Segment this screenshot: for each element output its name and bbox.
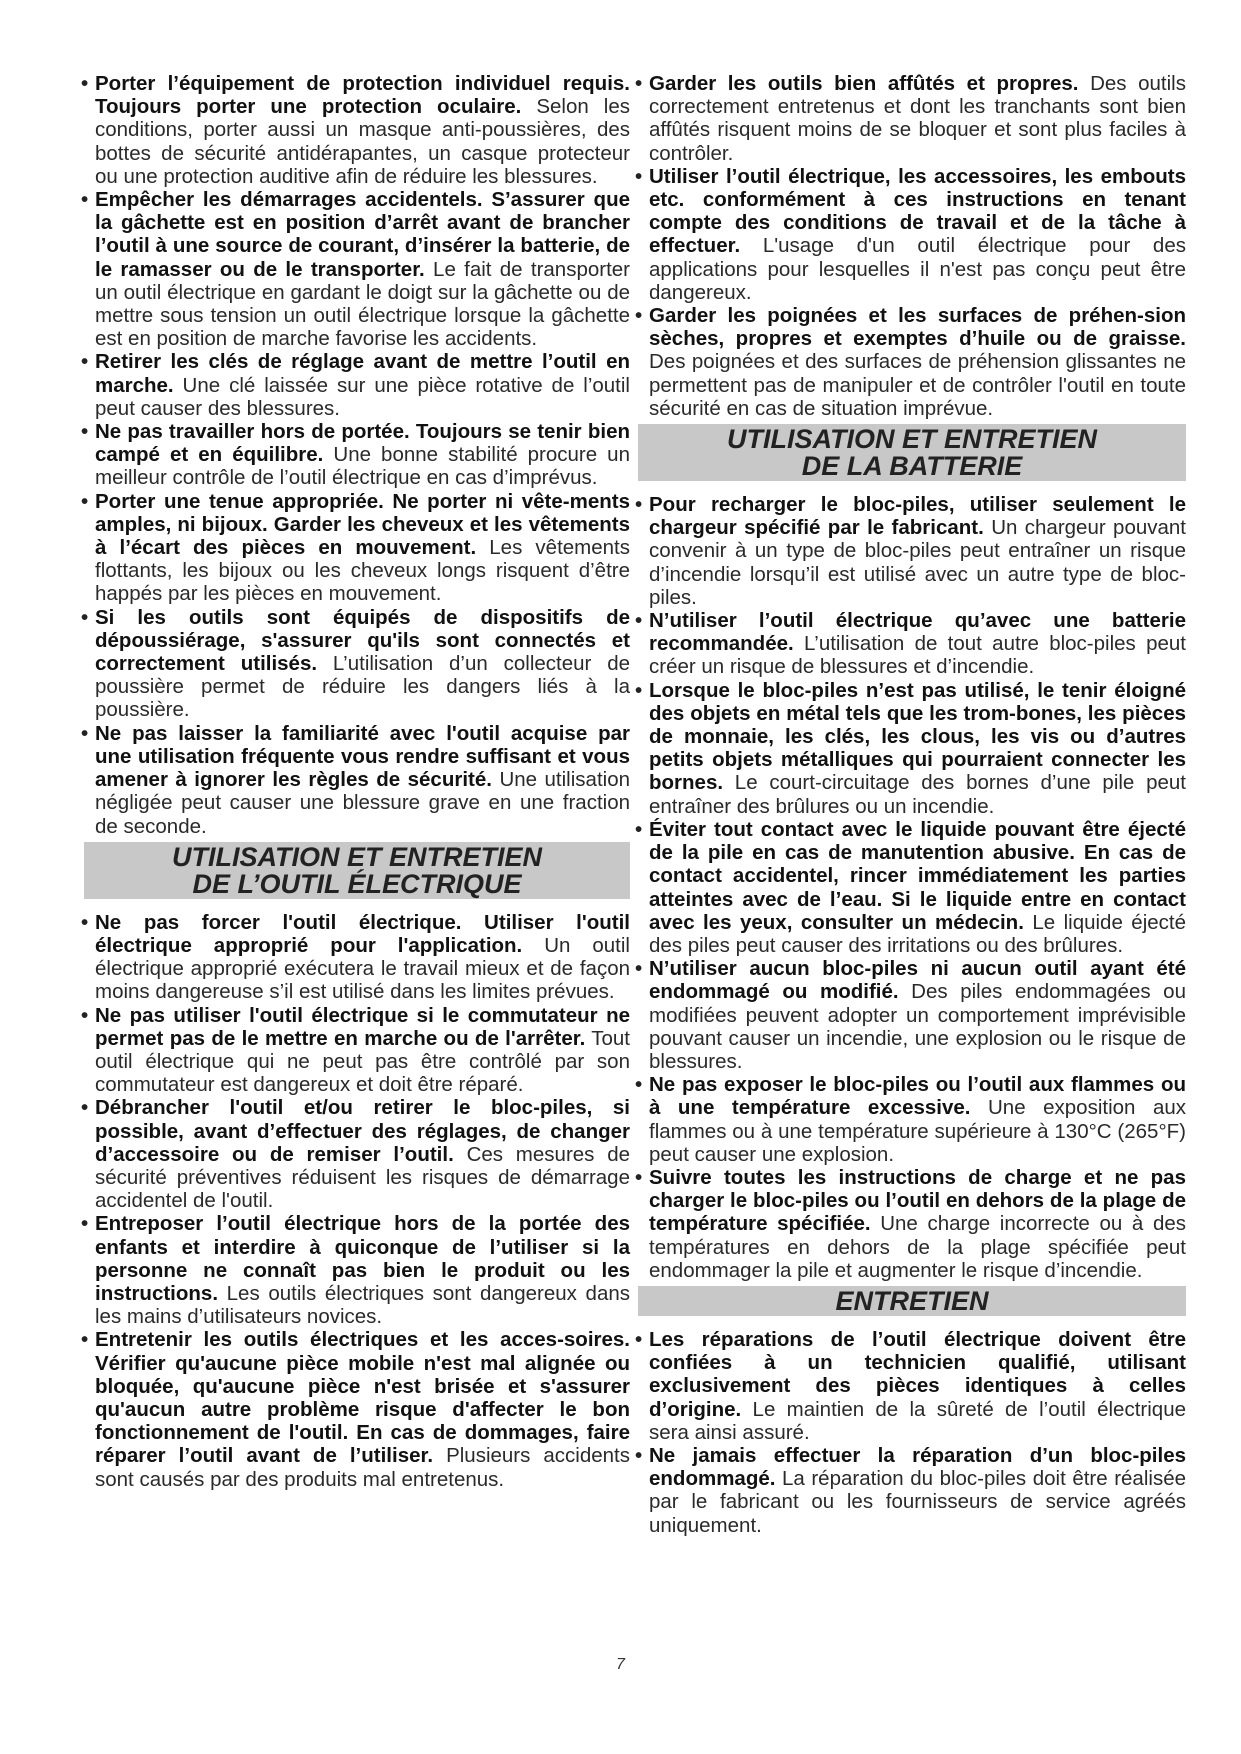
safety-list	[84, 72, 630, 838]
bullet-item	[84, 722, 630, 838]
bullet-item	[638, 679, 1186, 818]
bullet-body: Un chargeur pouvant convenir à un type de bloc-piles peut entraîner un risque d’incendie lorsqu’il est utilisé avec un autre type de bloc-piles.	[649, 516, 1187, 609]
page-number: 7	[616, 1656, 625, 1673]
bullet-heading: Lorsque le bloc-piles n’est pas utilisé, le tenir éloigné des objets en métal tels que les trom-bones, les pièces de monnaie, les clés, les clous, les vis ou d’autres petits objets métalliques qui pourraient connecter les bornes.	[649, 678, 1186, 795]
bullet-body: L’utilisation d’un collecteur de poussière permet de réduire les dangers liés à la poussière.	[95, 652, 630, 722]
bullet-item	[638, 609, 1186, 679]
bullet-heading: Pour recharger le bloc-piles, utiliser seulement le chargeur spécifié par le fabricant.	[649, 493, 1186, 540]
bullet-heading: Empêcher les démarrages accidentels. S’assurer que la gâchette est en position d’arrêt avant de brancher l’outil à une source de courant, d’insérer la batterie, de le ramasser ou de le transporter.	[95, 188, 630, 281]
bullet-body: Les outils électriques sont dangereux dans les mains d’utilisateurs novices.	[95, 1281, 630, 1329]
banner-line: DE LA BATTERIE	[801, 451, 1023, 482]
bullet-body: Les vêtements flottants, les bijoux ou les cheveux longs risquent d’être happés par les pièces en mouvement.	[95, 536, 630, 606]
bullet-heading: Garder les poignées et les surfaces de préhen-sion sèches, propres et exemptes d’huile ou de graisse.	[649, 304, 1186, 351]
bullet-heading: Porter l’équipement de protection individuel requis. Toujours porter une protection oculaire.	[95, 72, 630, 119]
bullet-item	[84, 606, 630, 722]
bullet-heading: Éviter tout contact avec le liquide pouvant être éjecté de la pile en cas de manutention abusive. En cas de contact accidentel, rincer immédiatement les parties atteintes avec de l’eau. Si le liquide entre en contact avec les yeux, consulter un médecin.	[649, 817, 1186, 934]
bullet-item	[84, 350, 630, 420]
bullet-body: Une utilisation négligée peut causer une blessure grave en une fraction de seconde.	[95, 768, 630, 838]
bullet-body: Le fait de transporter un outil électrique en gardant le doigt sur la gâchette ou de mettre sous tension un outil électrique lorsque la gâchette est en position de marche favorise les accidents.	[95, 257, 630, 351]
bullet-heading: Ne pas laisser la familiarité avec l'outil acquise par une utilisation fréquente vous rendre suffisant et vous amener à ignorer les règles de sécurité.	[95, 721, 630, 792]
bullet-body: Selon les conditions, porter aussi un masque anti-poussières, des bottes de sécurité antidérapantes, un casque protecteur ou une protection auditive afin de réduire les blessures.	[95, 95, 630, 188]
section-banner-battery	[638, 424, 1186, 481]
bullet-body: Des outils correctement entretenus et dont les tranchants sont bien affûtés risquent moins de se bloquer et sont plus faciles à contrôler.	[649, 72, 1186, 165]
bullet-body: Des poignées et des surfaces de préhension glissantes ne permettent pas de manipuler et de contrôler l'outil en toute sécurité en cas de situation imprévue.	[649, 350, 1186, 420]
bullet-item	[638, 1444, 1186, 1537]
bullet-heading: Les réparations de l’outil électrique doivent être confiées à un technicien qualifié, utilisant exclusivement des pièces identiques à celles d’origine.	[649, 1327, 1186, 1421]
bullet-heading: Ne pas exposer le bloc-piles ou l’outil aux flammes ou à une température excessive.	[649, 1073, 1186, 1120]
bullet-body: Le liquide éjecté des piles peut causer des irritations ou des brûlures.	[649, 910, 1186, 957]
bullet-item	[638, 1328, 1186, 1444]
bullet-item	[84, 1212, 630, 1328]
right-column	[638, 72, 1186, 1537]
bullet-body: Une clé laissée sur une pièce rotative de l’outil peut causer des blessures.	[95, 373, 630, 420]
bullet-item	[638, 493, 1186, 609]
bullet-item	[84, 1328, 630, 1490]
bullet-body: Une exposition aux flammes ou à une température supérieure à 130°C (265°F) peut causer une explosion.	[649, 1096, 1186, 1166]
bullet-body: Des piles endommagées ou modifiées peuvent adopter un comportement imprévisible pouvant causer un incendie, une explosion ou le risque de blessures.	[649, 980, 1186, 1073]
bullet-heading: Suivre toutes les instructions de charge et ne pas charger le bloc-piles ou l’outil en dehors de la plage de température spécifiée.	[649, 1165, 1186, 1236]
bullet-heading: Ne pas utiliser l'outil électrique si le commutateur ne permet pas de le mettre en marche ou de l'arrêter.	[95, 1003, 630, 1050]
bullet-body: Ces mesures de sécurité préventives réduisent les risques de démarrage accidentel de l'outil.	[95, 1142, 631, 1213]
banner-line: UTILISATION ET ENTRETIEN	[727, 424, 1097, 455]
bullet-body: Le maintien de la sûreté de l’outil électrique sera ainsi assuré.	[649, 1397, 1186, 1444]
safety-list	[638, 1328, 1186, 1537]
bullet-item	[638, 304, 1186, 420]
bullet-item	[638, 1166, 1186, 1282]
bullet-heading: Utiliser l’outil électrique, les accessoires, les embouts etc. conformément à ces instructions en tenant compte des conditions de travail et de la tâche à effectuer.	[649, 164, 1186, 258]
bullet-heading: Ne pas travailler hors de portée. Toujours se tenir bien campé et en équilibre.	[95, 420, 630, 467]
bullet-heading: Entreposer l’outil électrique hors de la portée des enfants et interdire à quiconque de l’utiliser si la personne ne connaît pas bien le produit ou les instructions.	[95, 1212, 630, 1305]
bullet-heading: N’utiliser l’outil électrique qu’avec une batterie recommandée.	[649, 609, 1186, 656]
bullet-item	[84, 1004, 630, 1097]
bullet-item	[638, 1073, 1186, 1166]
safety-list	[84, 911, 630, 1491]
bullet-body: L’utilisation de tout autre bloc-piles peut créer un risque de blessures et d’incendie.	[649, 632, 1186, 679]
safety-list	[638, 493, 1186, 1282]
bullet-body: Le court-circuitage des bornes d’une pile peut entraîner des brûlures ou un incendie.	[649, 771, 1186, 818]
bullet-heading: Ne jamais effectuer la réparation d’un bloc-piles endommagé.	[649, 1443, 1186, 1491]
left-column	[84, 72, 630, 1491]
bullet-item	[638, 818, 1186, 957]
banner-line: DE L’OUTIL ÉLECTRIQUE	[192, 868, 522, 899]
bullet-heading: Entretenir les outils électriques et les acces-soires. Vérifier qu'aucune pièce mobile n'est mal alignée ou bloquée, qu'aucune pièce n'est brisée et s'assurer qu'aucun autre problème risque d'affecter le bon fonctionnement de l'outil. En cas de dommages, faire réparer l’outil avant de l’utiliser.	[95, 1328, 630, 1468]
safety-list	[638, 72, 1186, 420]
bullet-body: Tout outil électrique qui ne peut pas être contrôlé par son commutateur est dangereux et doit être réparé.	[95, 1026, 630, 1097]
bullet-item	[84, 1096, 630, 1212]
bullet-item	[84, 420, 630, 490]
bullet-heading: N’utiliser aucun bloc-piles ni aucun outil ayant été endommagé ou modifié.	[649, 957, 1186, 1004]
banner-line: UTILISATION ET ENTRETIEN	[172, 841, 542, 872]
bullet-item	[84, 490, 630, 606]
bullet-item	[84, 72, 630, 188]
bullet-body: Un outil électrique approprié exécutera le travail mieux et de façon moins dangereuse s’il est utilisé dans les limites prévues.	[95, 933, 630, 1004]
section-banner-tool-use	[84, 842, 630, 899]
bullet-heading: Ne pas forcer l'outil électrique. Utiliser l'outil électrique approprié pour l'application.	[95, 910, 630, 957]
bullet-item	[638, 72, 1186, 165]
section-banner-service	[638, 1286, 1186, 1316]
bullet-body: La réparation du bloc-piles doit être réalisée par le fabricant ou les fournisseurs de service agréés uniquement.	[649, 1467, 1186, 1537]
bullet-body: Plusieurs accidents sont causés par des produits mal entretenus.	[95, 1444, 631, 1491]
bullet-heading: Garder les outils bien affûtés et propres.	[649, 72, 1079, 95]
bullet-body: Une bonne stabilité procure un meilleur contrôle de l’outil électrique en cas d’imprévus.	[95, 443, 630, 490]
bullet-item	[84, 188, 630, 350]
bullet-heading: Retirer les clés de réglage avant de mettre l’outil en marche.	[95, 350, 630, 397]
bullet-heading: Porter une tenue appropriée. Ne porter ni vête-ments amples, ni bijoux. Garder les cheveux et les vêtements à l’écart des pièces en mouvement.	[95, 489, 630, 560]
bullet-heading: Débrancher l'outil et/ou retirer le bloc-piles, si possible, avant d’effectuer des réglages, de changer d’accessoire ou de remiser l’outil.	[95, 1096, 630, 1166]
bullet-body: L'usage d'un outil électrique pour des applications pour lesquelles il n'est pas conçu peut être dangereux.	[649, 234, 1186, 304]
bullet-item	[84, 911, 630, 1004]
banner-line: ENTRETIEN	[835, 1285, 989, 1316]
bullet-heading: Si les outils sont équipés de dispositifs de dépoussiérage, s'assurer qu'ils sont connectés et correctement utilisés.	[95, 605, 630, 676]
bullet-body: Une charge incorrecte ou à des températures en dehors de la plage spécifiée peut endommager la pile et augmenter le risque d’incendie.	[649, 1212, 1186, 1282]
bullet-item	[638, 957, 1186, 1073]
bullet-item	[638, 165, 1186, 304]
